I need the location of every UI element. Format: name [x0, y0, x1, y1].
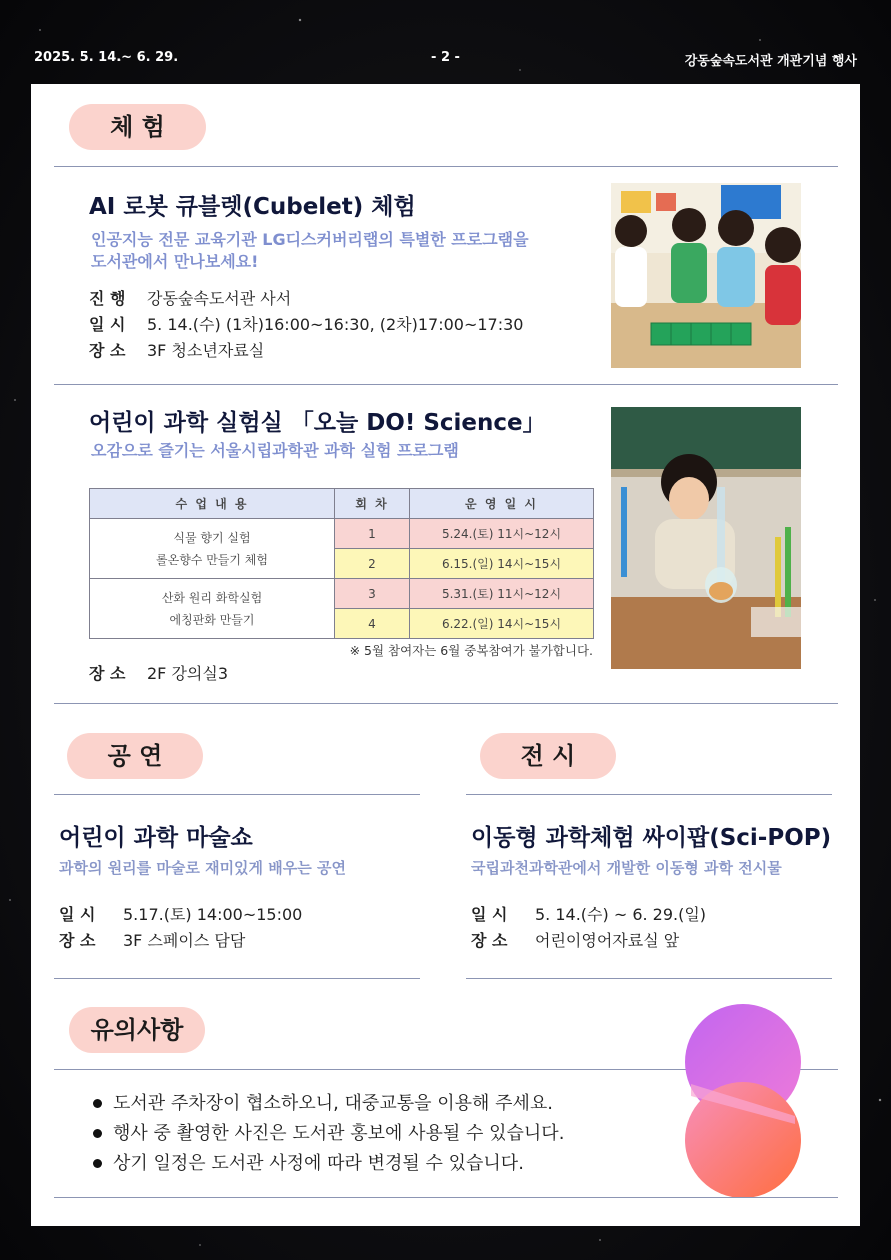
- divider: [54, 703, 838, 704]
- table-cell: [90, 579, 335, 639]
- bullet-icon: [93, 1129, 102, 1138]
- section-exhibition-label: 전 시: [480, 733, 616, 779]
- bullet-icon: [93, 1099, 102, 1108]
- table-cell: [90, 519, 335, 579]
- content-line: 롤온향수 만들기 체험: [156, 552, 268, 567]
- cubelet-title: AI 로봇 큐블렛(Cubelet) 체험: [89, 194, 416, 220]
- divider: [466, 794, 832, 795]
- divider: [54, 1197, 838, 1198]
- scipop-subtitle: 국립과천과학관에서 개발한 이동형 과학 전시물: [471, 859, 782, 877]
- host-label: 진 행: [89, 289, 126, 308]
- magic-place: 3F 스페이스 담담: [123, 931, 246, 950]
- science-girl-photo: [611, 407, 801, 669]
- header-date: 2025. 5. 14.~ 6. 29.: [34, 50, 179, 65]
- content-line: 식물 향기 실험: [173, 530, 251, 545]
- section-notice-label: 유의사항: [69, 1007, 205, 1053]
- cubelet-date: 5. 14.(수) (1차)16:00~16:30, (2차)17:00~17:30: [147, 315, 524, 334]
- table-cell: 6.15.(일) 14시~15시: [410, 549, 594, 579]
- date-label: 일 시: [471, 905, 508, 924]
- place-label: 장 소: [89, 341, 126, 360]
- notice-list: [91, 1089, 564, 1179]
- date-label: 일 시: [59, 905, 96, 924]
- table-cell: 3: [335, 579, 410, 609]
- divider: [54, 794, 420, 795]
- table-row: [90, 579, 594, 609]
- cubelet-place: 3F 청소년자료실: [147, 341, 265, 360]
- science-subtitle: 오감으로 즐기는 서울시립과학관 과학 실험 프로그램: [91, 441, 459, 460]
- cubelet-host: 강동숲속도서관 사서: [147, 289, 292, 308]
- list-item: [91, 1119, 564, 1149]
- page-number: - 2 -: [431, 50, 460, 65]
- table-row: [90, 519, 594, 549]
- table-header: 회 차: [335, 489, 410, 519]
- table-header: 운 영 일 시: [410, 489, 594, 519]
- place-label: 장 소: [59, 931, 96, 950]
- list-item: [91, 1149, 564, 1179]
- divider: [54, 384, 838, 385]
- magic-info: [59, 902, 302, 954]
- header-org: 강동숲속도서관 개관기념 행사: [684, 54, 857, 69]
- science-place: 2F 강의실3: [147, 664, 229, 683]
- bullet-icon: [93, 1159, 102, 1168]
- table-cell: 2: [335, 549, 410, 579]
- table-cell: 5.24.(토) 11시~12시: [410, 519, 594, 549]
- magic-title: 어린이 과학 마술쇼: [59, 825, 253, 851]
- table-cell: 5.31.(토) 11시~12시: [410, 579, 594, 609]
- content-line: 에칭판화 만들기: [169, 612, 255, 627]
- list-item: [91, 1089, 564, 1119]
- table-header: 수 업 내 용: [90, 489, 335, 519]
- notice-text: 상기 일정은 도서관 사정에 따라 변경될 수 있습니다.: [113, 1153, 524, 1174]
- scipop-date: 5. 14.(수) ~ 6. 29.(일): [535, 905, 707, 924]
- scipop-place: 어린이영어자료실 앞: [535, 931, 680, 950]
- section-performance-label: 공 연: [67, 733, 203, 779]
- table-cell: 1: [335, 519, 410, 549]
- page-header: [0, 0, 891, 84]
- science-title: 어린이 과학 실험실 「오늘 DO! Science」: [89, 410, 546, 436]
- schedule-table: [89, 488, 594, 639]
- content-line: 산화 원리 화학실험: [161, 590, 263, 605]
- divider: [54, 978, 420, 979]
- table-cell: 4: [335, 609, 410, 639]
- cubelet-info: [89, 286, 524, 364]
- decorative-3d-shape-icon: [683, 1004, 803, 1199]
- table-cell: 6.22.(일) 14시~15시: [410, 609, 594, 639]
- magic-subtitle: 과학의 원리를 마술로 재미있게 배우는 공연: [59, 859, 346, 877]
- divider: [466, 978, 832, 979]
- notice-text: 도서관 주차장이 협소하오니, 대중교통을 이용해 주세요.: [113, 1093, 553, 1114]
- cubelet-subtitle-2: 도서관에서 만나보세요!: [91, 252, 259, 271]
- scipop-title: 이동형 과학체험 싸이팝(Sci-POP): [471, 825, 832, 851]
- cubelet-kids-photo: [611, 183, 801, 368]
- document-sheet: [31, 84, 860, 1226]
- divider: [54, 166, 838, 167]
- scipop-info: [471, 902, 706, 954]
- cubelet-subtitle-1: 인공지능 전문 교육기관 LG디스커버리랩의 특별한 프로그램을: [91, 230, 529, 249]
- section-experience-label: 체 험: [69, 104, 206, 150]
- date-label: 일 시: [89, 315, 126, 334]
- place-label: 장 소: [89, 664, 126, 683]
- place-label: 장 소: [471, 931, 508, 950]
- notice-text: 행사 중 촬영한 사진은 도서관 홍보에 사용될 수 있습니다.: [113, 1123, 565, 1144]
- magic-date: 5.17.(토) 14:00~15:00: [123, 905, 303, 924]
- science-place-row: [89, 661, 228, 687]
- table-note: ※ 5월 참여자는 6월 중복참여가 불가합니다.: [349, 643, 593, 658]
